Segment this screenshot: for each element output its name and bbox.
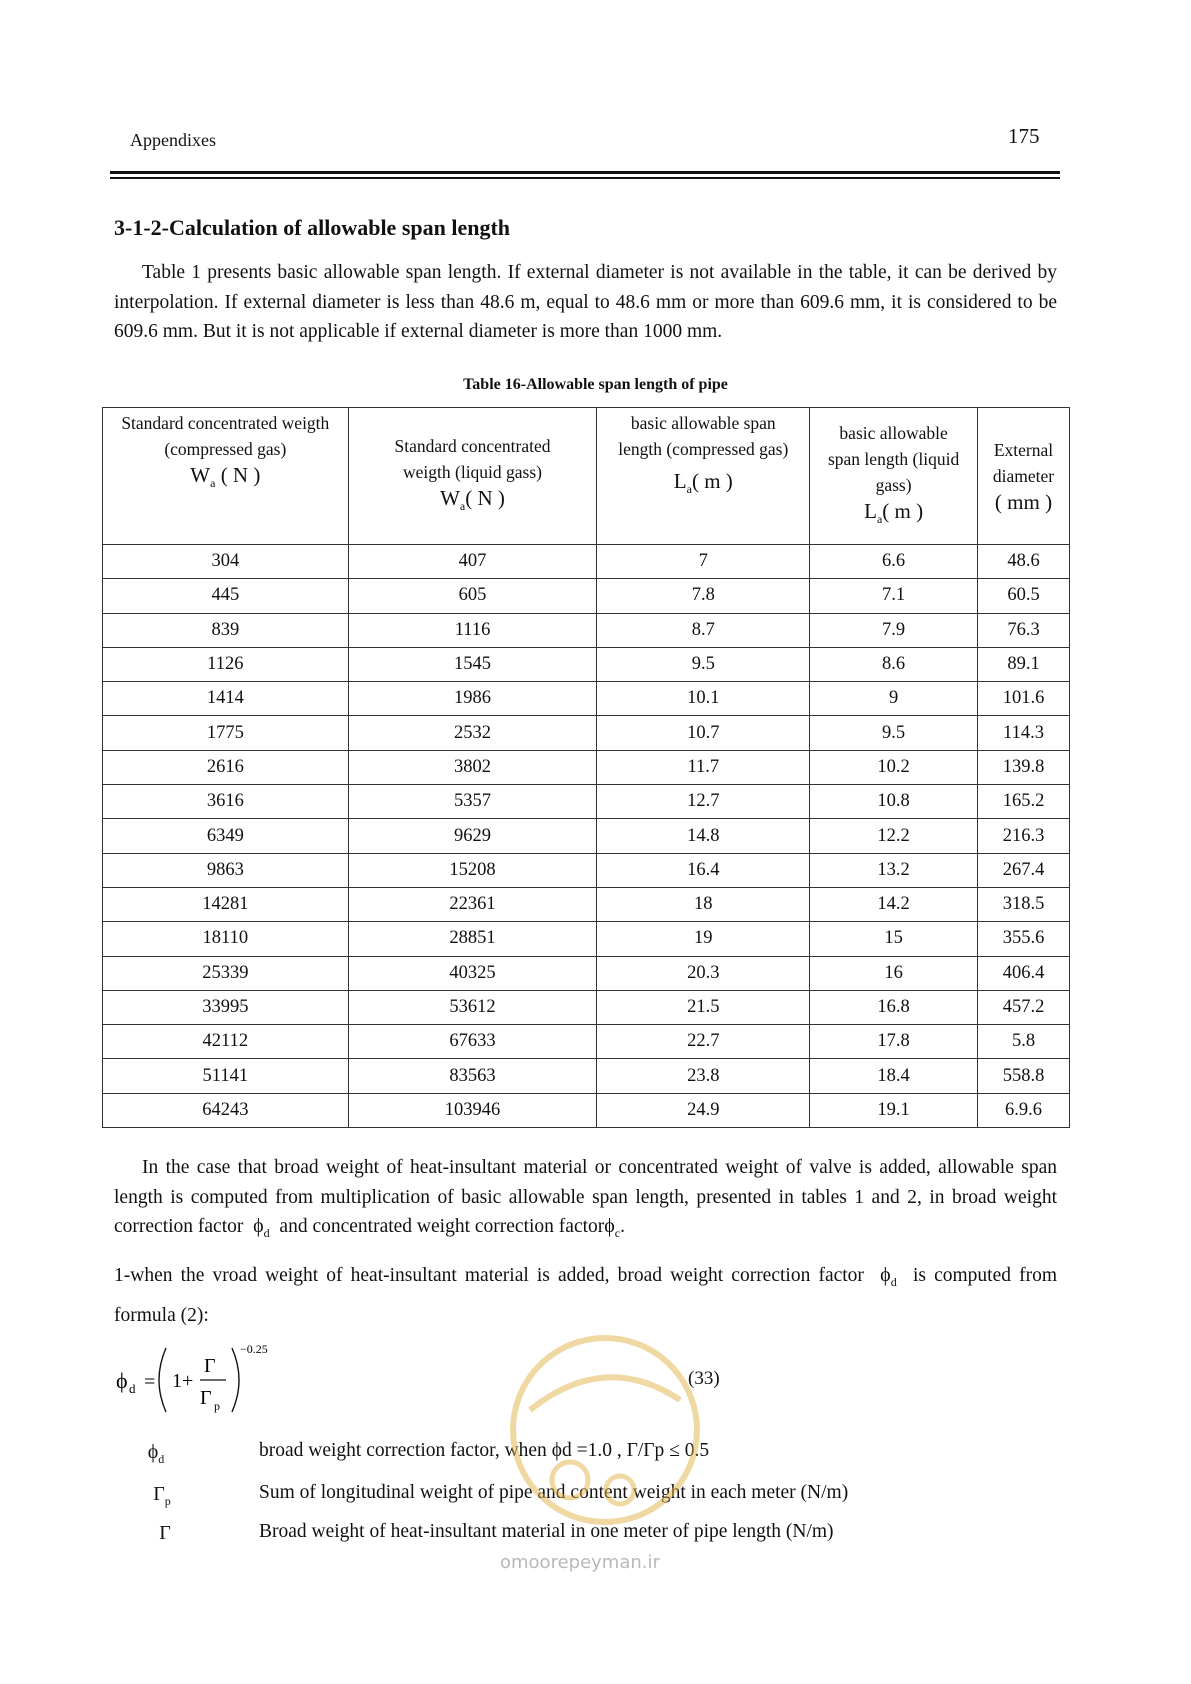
table-cell: 3616 <box>103 785 349 819</box>
paragraph-text: is computed from formula (2): <box>114 1265 1058 1326</box>
table-cell: 216.3 <box>978 819 1070 853</box>
table-row <box>103 1059 1070 1093</box>
paragraph-end: . <box>620 1216 625 1237</box>
definition-phi-d: broad weight correction factor, when ϕd =1.0 , Γ/Γp ≤ 0.5 <box>259 1440 710 1461</box>
table-cell: 6.9.6 <box>978 1093 1070 1127</box>
table-cell: 1126 <box>103 647 349 681</box>
table-cell: 3802 <box>348 750 597 784</box>
definition-condition: ϕd =1.0 , Γ/Γp ≤ 0.5 <box>551 1440 710 1461</box>
table-cell: 407 <box>348 545 597 579</box>
formula-lhs-sub: d <box>129 1381 136 1396</box>
phi-d-symbol: $\phi_d$ <box>253 1215 270 1240</box>
table-cell: 9 <box>810 682 978 716</box>
table-cell: 67633 <box>348 1025 597 1059</box>
table-cell: 83563 <box>348 1059 597 1093</box>
definition-gamma-p: Sum of longitudinal weight of pipe and content weight in each meter (N/m) <box>259 1482 849 1503</box>
table-cell: 12.7 <box>597 785 810 819</box>
watermark-logo <box>490 1330 720 1540</box>
table-cell: 2616 <box>103 750 349 784</box>
header-external-diameter <box>978 408 1070 545</box>
table-cell: 114.3 <box>978 716 1070 750</box>
table-cell: 28851 <box>348 922 597 956</box>
formula-lhs: ϕ <box>116 1368 128 1393</box>
formula-denominator-sub: p <box>214 1399 220 1413</box>
table-header-row <box>103 408 1070 545</box>
table-row <box>103 922 1070 956</box>
intro-paragraph-text: Table 1 presents basic allowable span length. If external diameter is not available in the table, it can be derived by interpolation. If external diameter is less than 48.6 m, equal to 48.6 mm or more than 609.6 mm, it is considered to be 609.6 mm. But it is not applicable if external diameter is more than 1000 mm. <box>114 262 1057 342</box>
span-length-table <box>102 407 1070 1128</box>
table-cell: 33995 <box>103 990 349 1024</box>
definition-symbol-gamma: Γ <box>159 1522 171 1544</box>
table-row <box>103 545 1070 579</box>
definition-gamma: Broad weight of heat-insultant material in one meter of pipe length (N/m) <box>259 1521 834 1542</box>
table-row <box>103 750 1070 784</box>
table-cell: 1775 <box>103 716 349 750</box>
definition-symbol-gamma-p: $\Gamma_p$ <box>153 1483 171 1508</box>
table-cell: 12.2 <box>810 819 978 853</box>
page-number: 175 <box>1008 124 1040 148</box>
table-cell: 20.3 <box>597 956 810 990</box>
table-cell: 445 <box>103 579 349 613</box>
table-row <box>103 887 1070 921</box>
table-row <box>103 819 1070 853</box>
table-row <box>103 785 1070 819</box>
table-cell: 42112 <box>103 1025 349 1059</box>
table-cell: 64243 <box>103 1093 349 1127</box>
table-row <box>103 682 1070 716</box>
table-row <box>103 1093 1070 1127</box>
table-cell: 406.4 <box>978 956 1070 990</box>
table-row <box>103 579 1070 613</box>
table-cell: 25339 <box>103 956 349 990</box>
table-cell: 7.1 <box>810 579 978 613</box>
table-cell: 5357 <box>348 785 597 819</box>
formula-numerator: Γ <box>204 1355 216 1377</box>
table-cell: 19.1 <box>810 1093 978 1127</box>
table-cell: 18110 <box>103 922 349 956</box>
table-cell: 139.8 <box>978 750 1070 784</box>
table-cell: 76.3 <box>978 613 1070 647</box>
intro-paragraph <box>114 258 1057 347</box>
left-paren <box>159 1348 166 1412</box>
table-cell: 8.6 <box>810 647 978 681</box>
formula-exponent: −0.25 <box>240 1342 268 1356</box>
table-cell: 1545 <box>348 647 597 681</box>
header-la-compressed <box>597 408 810 545</box>
table-cell: 10.8 <box>810 785 978 819</box>
table-cell: 7.9 <box>810 613 978 647</box>
table-cell: 15 <box>810 922 978 956</box>
table-cell: 10.1 <box>597 682 810 716</box>
header-symbol: ( mm ) <box>994 490 1053 514</box>
table-cell: 19 <box>597 922 810 956</box>
paragraph-text: In the case that broad weight of heat-insultant material or concentrated weight of valve is added, allowable span length is computed from multiplication of basic allowable span length, presented in tables 1 and 2, in broad weight correction factor <box>114 1157 1057 1237</box>
table-cell: 89.1 <box>978 647 1070 681</box>
table-cell: 605 <box>348 579 597 613</box>
header-rule-thin <box>110 177 1060 179</box>
table-cell: 51141 <box>103 1059 349 1093</box>
table-cell: 9629 <box>348 819 597 853</box>
table-cell: 9.5 <box>810 716 978 750</box>
table-body <box>103 545 1070 1128</box>
header-text: Standard concentrated weigth (liquid gass) <box>394 435 551 482</box>
header-rule-thick <box>110 171 1060 174</box>
paragraph-text: and concentrated weight correction factor <box>279 1216 605 1237</box>
paragraph-text: 1-when the vroad weight of heat-insultant material is added, broad weight correction factor <box>114 1265 864 1286</box>
phi-d-symbol: $\phi_d$ <box>880 1264 897 1289</box>
paragraph-correction-factors <box>114 1153 1057 1249</box>
table-cell: 103946 <box>348 1093 597 1127</box>
table-cell: 16.8 <box>810 990 978 1024</box>
table-cell: 16 <box>810 956 978 990</box>
table-cell: 40325 <box>348 956 597 990</box>
table-cell: 23.8 <box>597 1059 810 1093</box>
table-cell: 22.7 <box>597 1025 810 1059</box>
table-cell: 5.8 <box>978 1025 1070 1059</box>
table-cell: 14.2 <box>810 887 978 921</box>
table-cell: 18.4 <box>810 1059 978 1093</box>
table-cell: 9863 <box>103 853 349 887</box>
header-symbol: $W_a$( N ) <box>440 485 505 514</box>
table-cell: 7 <box>597 545 810 579</box>
table-cell: 304 <box>103 545 349 579</box>
right-paren <box>232 1348 239 1412</box>
table-cell: 8.7 <box>597 613 810 647</box>
table-row <box>103 716 1070 750</box>
table-cell: 355.6 <box>978 922 1070 956</box>
table-row <box>103 956 1070 990</box>
table-caption: Table 16-Allowable span length of pipe <box>463 376 728 393</box>
table-cell: 21.5 <box>597 990 810 1024</box>
formula-denominator: Γ <box>200 1387 212 1409</box>
header-text: basic allowable span length (compressed gas) <box>618 413 789 459</box>
table-cell: 14.8 <box>597 819 810 853</box>
table-row <box>103 1025 1070 1059</box>
table-cell: 9.5 <box>597 647 810 681</box>
table-cell: 22361 <box>348 887 597 921</box>
header-text: Standard concentrated weigth (compressed gas) <box>121 413 330 459</box>
table-row <box>103 647 1070 681</box>
table-cell: 267.4 <box>978 853 1070 887</box>
definition-symbol-phi-d: $\phi_d$ <box>147 1441 165 1466</box>
table-cell: 318.5 <box>978 887 1070 921</box>
section-title: 3-1-2-Calculation of allowable span length <box>114 215 511 240</box>
table-cell: 558.8 <box>978 1059 1070 1093</box>
table-cell: 11.7 <box>597 750 810 784</box>
header-text: External diameter <box>992 440 1055 486</box>
table-cell: 17.8 <box>810 1025 978 1059</box>
table-cell: 7.8 <box>597 579 810 613</box>
table-cell: 1414 <box>103 682 349 716</box>
header-wa-liquid <box>348 408 597 545</box>
table-cell: 14281 <box>103 887 349 921</box>
header-symbol: $L_a$( m ) <box>864 498 924 527</box>
watermark-gear <box>606 1476 634 1504</box>
table-cell: 15208 <box>348 853 597 887</box>
table-cell: 6.6 <box>810 545 978 579</box>
table-cell: 101.6 <box>978 682 1070 716</box>
formula-number: (33) <box>688 1368 720 1389</box>
table-cell: 839 <box>103 613 349 647</box>
table-cell: 1116 <box>348 613 597 647</box>
table-cell: 60.5 <box>978 579 1070 613</box>
table-cell: 2532 <box>348 716 597 750</box>
table-cell: 18 <box>597 887 810 921</box>
watermark-gear <box>552 1462 588 1498</box>
formula-equals: = <box>144 1371 156 1393</box>
formula-one-plus: 1+ <box>172 1370 194 1392</box>
watermark-swoosh <box>530 1377 680 1410</box>
table-cell: 165.2 <box>978 785 1070 819</box>
table-cell: 1986 <box>348 682 597 716</box>
table-cell: 48.6 <box>978 545 1070 579</box>
header-text: basic allowable span length (liquid gass) <box>827 422 960 495</box>
table-cell: 13.2 <box>810 853 978 887</box>
running-header: Appendixes <box>130 130 216 150</box>
paragraph-broad-weight <box>114 1258 1057 1333</box>
table-cell: 6349 <box>103 819 349 853</box>
phi-c-symbol: $\phi_c$ <box>604 1215 621 1240</box>
header-wa-compressed <box>103 408 349 545</box>
table-cell: 10.7 <box>597 716 810 750</box>
table-cell: 16.4 <box>597 853 810 887</box>
table-cell: 10.2 <box>810 750 978 784</box>
header-la-liquid <box>810 408 978 545</box>
table-cell: 457.2 <box>978 990 1070 1024</box>
header-symbol: $W_a$ ( N ) <box>190 463 261 491</box>
table-row <box>103 853 1070 887</box>
table-cell: 53612 <box>348 990 597 1024</box>
table-row <box>103 613 1070 647</box>
watermark-text: omoorepeyman.ir <box>500 1552 660 1573</box>
table-row <box>103 990 1070 1024</box>
header-symbol: $L_a$( m ) <box>673 469 733 497</box>
table-cell: 24.9 <box>597 1093 810 1127</box>
